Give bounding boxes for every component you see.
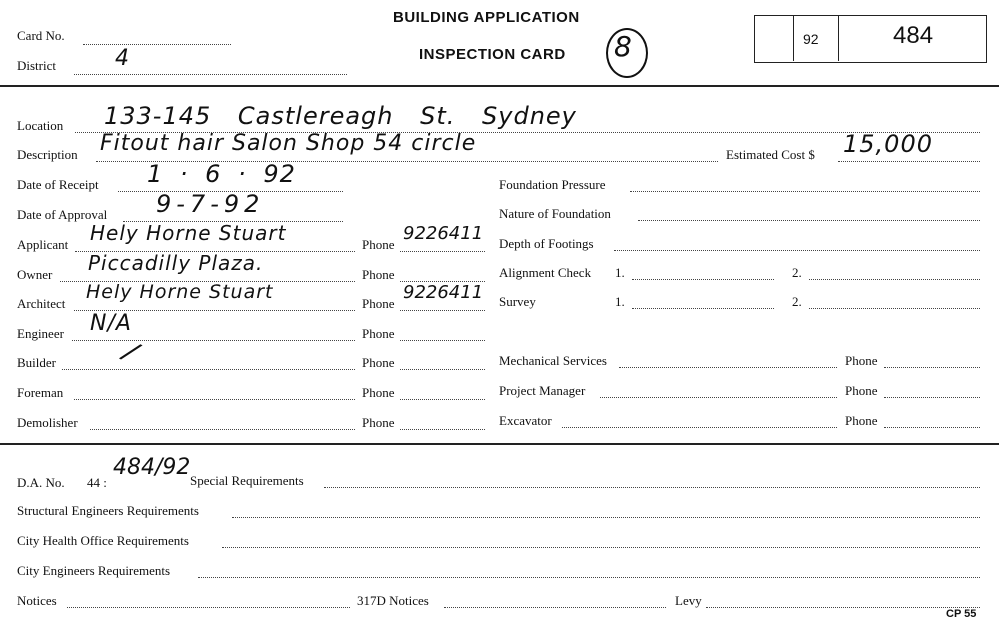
- owner-value: Piccadilly Plaza.: [88, 251, 264, 275]
- applicant-label: Applicant: [17, 237, 69, 252]
- location-value: 133-145 Castlereagh St. Sydney: [104, 102, 577, 130]
- foreman-line: [74, 399, 355, 400]
- estimated-cost-label: Estimated Cost $: [726, 147, 815, 162]
- da-no-value: 484/92: [113, 455, 191, 480]
- architect-value: Hely Horne Stuart: [86, 281, 274, 303]
- form-code: CP 55: [946, 608, 977, 620]
- alignment-check-label: Alignment Check: [499, 265, 592, 280]
- district-value: 4: [115, 46, 130, 71]
- survey-line1: [632, 308, 774, 309]
- engineer-phone-label: Phone: [362, 326, 395, 341]
- depth-footings-label: Depth of Footings: [499, 236, 594, 251]
- builder-line: [62, 369, 355, 370]
- foreman-label: Foreman: [17, 385, 64, 400]
- date-receipt-label: Date of Receipt: [17, 177, 99, 192]
- mechanical-services-line: [619, 367, 837, 368]
- card-no-line: [83, 44, 231, 45]
- district-label: District: [17, 58, 56, 73]
- description-label: Description: [17, 147, 78, 162]
- header-rule: [0, 85, 999, 87]
- applicant-phone-line: [400, 251, 485, 252]
- project-manager-line: [600, 397, 837, 398]
- foreman-phone-line: [400, 399, 485, 400]
- section-rule: [0, 443, 999, 445]
- alignment-check-line2: [809, 279, 980, 280]
- mechanical-services-phone-line: [884, 367, 980, 368]
- alignment-check-opt2: 2.: [792, 265, 802, 280]
- foreman-phone-label: Phone: [362, 385, 395, 400]
- notices-317d-line: [444, 607, 666, 608]
- architect-phone-line: [400, 310, 485, 311]
- number-prefix: 92: [803, 31, 819, 47]
- excavator-line: [562, 427, 837, 428]
- city-engineers-label: City Engineers Requirements: [17, 563, 171, 578]
- demolisher-line: [90, 429, 355, 430]
- notices-label: Notices: [17, 593, 57, 608]
- project-manager-label: Project Manager: [499, 383, 586, 398]
- excavator-phone-label: Phone: [845, 413, 878, 428]
- special-requirements-line: [324, 487, 980, 488]
- mechanical-services-label: Mechanical Services: [499, 353, 607, 368]
- owner-label: Owner: [17, 267, 53, 282]
- description-value: Fitout hair Salon Shop 54 circle: [100, 131, 477, 156]
- demolisher-phone-label: Phone: [362, 415, 395, 430]
- engineer-line: [72, 340, 355, 341]
- applicant-phone-value: 9226411: [403, 223, 484, 244]
- excavator-label: Excavator: [499, 413, 552, 428]
- applicant-value: Hely Horne Stuart: [90, 221, 287, 245]
- nature-foundation-label: Nature of Foundation: [499, 206, 611, 221]
- city-health-label: City Health Office Requirements: [17, 533, 189, 548]
- depth-footings-line: [614, 250, 980, 251]
- structural-engineers-label: Structural Engineers Requirements: [17, 503, 199, 518]
- survey-opt1: 1.: [615, 294, 625, 309]
- builder-label: Builder: [17, 355, 56, 370]
- circled-mark-value: 8: [614, 30, 633, 63]
- estimated-cost-value: 15,000: [843, 130, 933, 158]
- da-no-prefix: 44 :: [87, 475, 107, 490]
- foundation-pressure-line: [630, 191, 980, 192]
- title-line2: INSPECTION CARD: [419, 46, 566, 63]
- demolisher-phone-line: [400, 429, 485, 430]
- architect-phone-label: Phone: [362, 296, 395, 311]
- foundation-pressure-label: Foundation Pressure: [499, 177, 606, 192]
- city-health-line: [222, 547, 980, 548]
- city-engineers-line: [198, 577, 980, 578]
- engineer-phone-line: [400, 340, 485, 341]
- structural-engineers-line: [232, 517, 980, 518]
- survey-line2: [809, 308, 980, 309]
- alignment-check-line1: [632, 279, 774, 280]
- mechanical-services-phone-label: Phone: [845, 353, 878, 368]
- date-receipt-value: 1 · 6 · 92: [147, 160, 296, 188]
- date-approval-label: Date of Approval: [17, 207, 108, 222]
- special-requirements-label: Special Requirements: [190, 473, 304, 488]
- demolisher-label: Demolisher: [17, 415, 78, 430]
- builder-value: /: [118, 334, 144, 369]
- nature-foundation-line: [638, 220, 980, 221]
- notices-317d-label: 317D Notices: [357, 593, 429, 608]
- survey-label: Survey: [499, 294, 536, 309]
- number-box: [754, 15, 987, 63]
- project-manager-phone-label: Phone: [845, 383, 878, 398]
- builder-phone-label: Phone: [362, 355, 395, 370]
- owner-phone-label: Phone: [362, 267, 395, 282]
- estimated-cost-line: [838, 161, 980, 162]
- architect-label: Architect: [17, 296, 66, 311]
- builder-phone-line: [400, 369, 485, 370]
- engineer-label: Engineer: [17, 326, 64, 341]
- survey-opt2: 2.: [792, 294, 802, 309]
- excavator-phone-line: [884, 427, 980, 428]
- district-line: [74, 74, 347, 75]
- applicant-phone-label: Phone: [362, 237, 395, 252]
- date-approval-value: 9-7-92: [156, 190, 265, 218]
- project-manager-phone-line: [884, 397, 980, 398]
- levy-label: Levy: [675, 593, 702, 608]
- location-label: Location: [17, 118, 64, 133]
- levy-line: [706, 607, 980, 608]
- title-line1: BUILDING APPLICATION: [393, 9, 580, 26]
- card-no-label: Card No.: [17, 28, 65, 43]
- notices-line: [67, 607, 350, 608]
- engineer-value: N/A: [90, 311, 132, 336]
- alignment-check-opt1: 1.: [615, 265, 625, 280]
- architect-phone-value: 9226411: [403, 282, 484, 303]
- da-no-label: D.A. No.: [17, 475, 65, 490]
- number-value: 484: [893, 22, 934, 49]
